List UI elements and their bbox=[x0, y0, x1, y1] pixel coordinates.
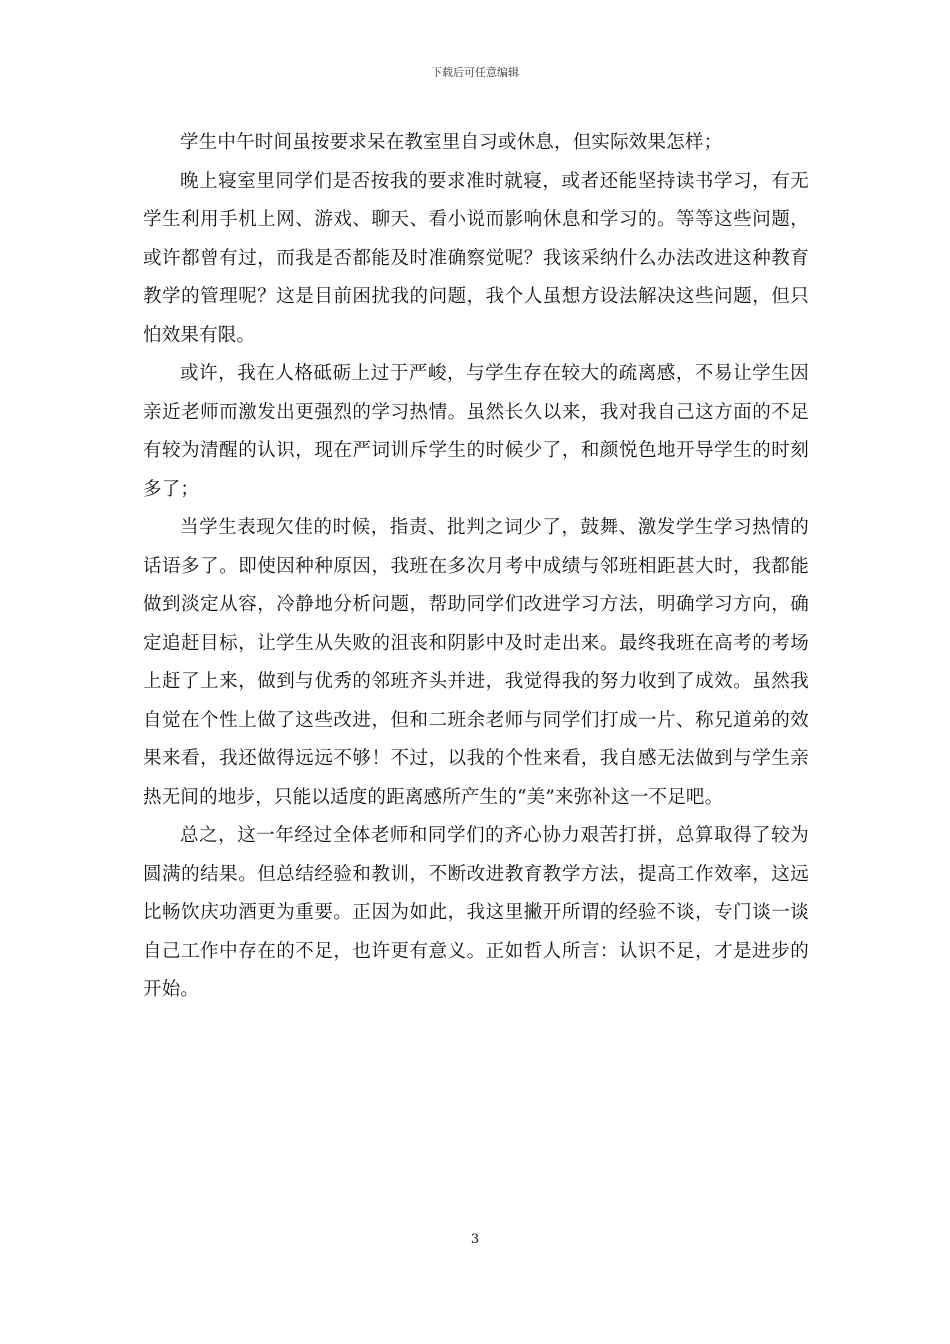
document-body bbox=[143, 124, 809, 1010]
paragraph-3: 或许，我在人格砥砺上过于严峻，与学生存在较大的疏离感，不易让学生因亲近老师而激发出更强烈的学习热情。虽然长久以来，我对我自己这方面的不足有较为清醒的认识，现在严词训斥学生的时候少了，和颜悦色地开导学生的时刻多了； bbox=[143, 363, 809, 500]
paragraph-1: 学生中午时间虽按要求呆在教室里自习或休息，但实际效果怎样； bbox=[180, 132, 723, 153]
page-number: 3 bbox=[470, 1232, 480, 1247]
paragraph-5: 总之，这一年经过全体老师和同学们的齐心协力艰苦打拼，总算取得了较为圆满的结果。但总结经验和教训，不断改进教育教学方法，提高工作效率，这远比畅饮庆功酒更为重要。正因为如此，我这里撇开所谓的经验不谈，专门谈一谈自己工作中存在的不足，也许更有意义。正如哲人所言：认识不足，才是进步的开始。 bbox=[143, 825, 809, 1000]
page-header: 下载后可任意编辑 bbox=[431, 66, 519, 79]
paragraph-2: 晚上寝室里同学们是否按我的要求准时就寝，或者还能坚持读书学习，有无学生利用手机上网、游戏、聊天、看小说而影响休息和学习的。等等这些问题，或许都曾有过，而我是否都能及时准确察觉呢？我该采纳什么办法改进这种教育教学的管理呢？这是目前困扰我的问题，我个人虽想方设法解决这些问题，但只怕效果有限。 bbox=[143, 170, 809, 346]
paragraph-4: 当学生表现欠佳的时候，指责、批判之词少了，鼓舞、激发学生学习热情的话语多了。即使因种种原因，我班在多次月考中成绩与邻班相距甚大时，我都能做到淡定从容，冷静地分析问题，帮助同学们改进学习方法，明确学习方向，确定追赶目标，让学生从失败的沮丧和阴影中及时走出来。最终我班在高考的考场上赶了上来，做到与优秀的邻班齐头并进，我觉得我的努力收到了成效。虽然我自觉在个性上做了这些改进，但和二班余老师与同学们打成一片、称兄道弟的效果来看，我还做得远远不够！不过，以我的个性来看，我自感无法做到与学生亲热无间的地步，只能以适度的距离感所产生的“美”来弥补这一不足吧。 bbox=[143, 517, 809, 808]
